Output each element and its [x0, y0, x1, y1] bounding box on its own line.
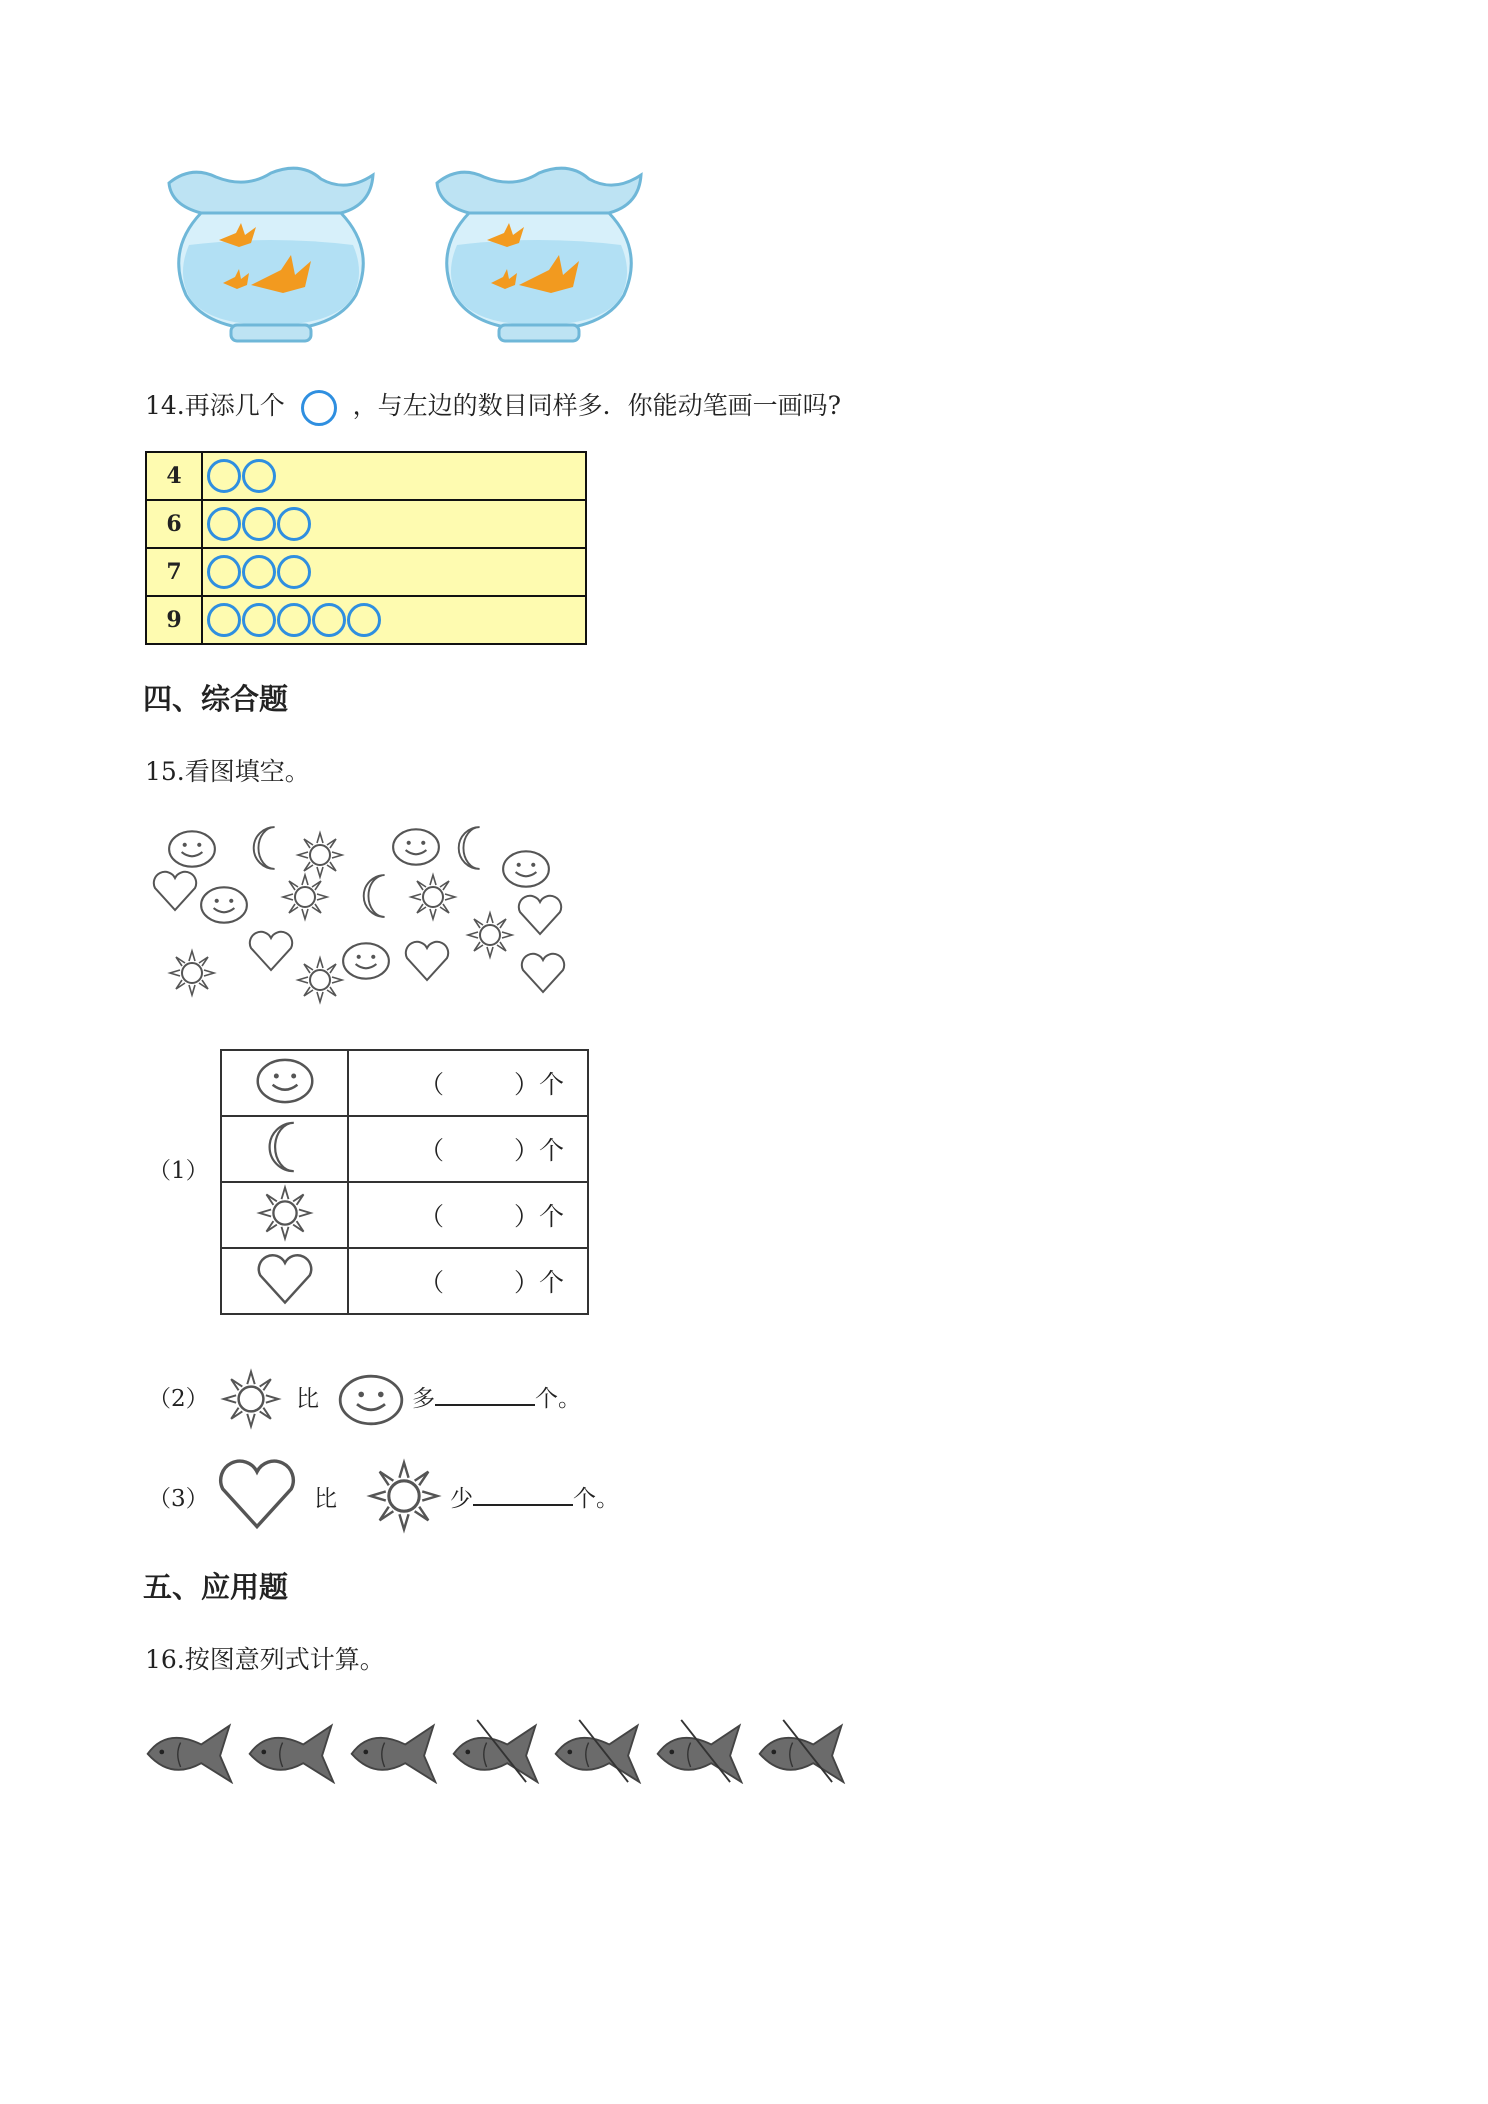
- row-number: 6: [146, 500, 202, 548]
- ring-icon: [207, 459, 241, 493]
- moon-icon: [248, 822, 286, 874]
- heart-icon: [402, 940, 452, 982]
- ring-icon: [207, 507, 241, 541]
- table-row: [221, 1050, 588, 1116]
- count-table: [220, 1049, 589, 1315]
- crossed-fish-icon: [449, 1715, 543, 1787]
- row-number: 4: [146, 452, 202, 500]
- question-15-title: 15.看图填空。: [145, 757, 310, 786]
- part-1-label: （1）: [148, 1158, 209, 1184]
- smile-icon: [340, 940, 392, 982]
- smile-icon: [390, 826, 442, 868]
- close-paren-unit: ）个: [514, 1268, 565, 1297]
- fish-icon: [245, 1715, 339, 1787]
- question-14-suffix: ，与左边的数目同样多．你能动笔画一画吗?: [352, 391, 842, 420]
- shapes-picture: [140, 820, 580, 1010]
- moon-icon: [453, 822, 491, 874]
- moon-icon: [358, 870, 396, 922]
- close-paren-unit: ）个: [514, 1136, 565, 1165]
- answer-cell[interactable]: [348, 1248, 588, 1314]
- icon-cell: [221, 1182, 348, 1248]
- close-paren-unit: ）个: [514, 1070, 565, 1099]
- crossed-fish-icon: [653, 1715, 747, 1787]
- ring-icon: [277, 555, 311, 589]
- section-4-heading: 四、综合题: [143, 682, 289, 716]
- open-paren: （: [419, 1136, 445, 1165]
- smile-icon: [336, 1372, 406, 1428]
- section-5-heading: 五、应用题: [143, 1570, 289, 1604]
- heart-icon: [518, 952, 568, 994]
- ring-icon: [277, 507, 311, 541]
- sun-icon: [280, 872, 330, 922]
- ring-icon: [242, 459, 276, 493]
- answer-cell[interactable]: [348, 1182, 588, 1248]
- sun-icon: [366, 1458, 442, 1534]
- part-3: [148, 1458, 848, 1538]
- compare-word: 比: [296, 1386, 319, 1412]
- ring-icon: [242, 555, 276, 589]
- answer-blank[interactable]: [473, 1482, 573, 1506]
- open-paren: （: [419, 1202, 445, 1231]
- close-paren-unit: ）个: [514, 1202, 565, 1231]
- circle-cell[interactable]: [202, 500, 586, 548]
- circle-cell[interactable]: [202, 548, 586, 596]
- table-row: [146, 500, 586, 548]
- open-paren: （: [419, 1268, 445, 1297]
- row-number: 7: [146, 548, 202, 596]
- smile-icon: [198, 884, 250, 926]
- icon-cell: [221, 1116, 348, 1182]
- moon-icon: [263, 1119, 307, 1175]
- sun-icon: [220, 1368, 282, 1430]
- part-2-label: （2）: [148, 1386, 209, 1412]
- fish-row: [143, 1715, 863, 1795]
- less-word: [450, 1480, 619, 1513]
- sun-icon: [256, 1184, 314, 1242]
- more-text: 多: [412, 1386, 435, 1412]
- crossed-fish-icon: [755, 1715, 849, 1787]
- heart-icon: [254, 1253, 316, 1305]
- heart-icon: [246, 930, 296, 972]
- ring-icon: [242, 507, 276, 541]
- crossed-fish-icon: [551, 1715, 645, 1787]
- sun-icon: [295, 955, 345, 1005]
- heart-icon: [150, 870, 200, 912]
- ring-icon: [242, 603, 276, 637]
- table-row: [146, 596, 586, 644]
- heart-icon: [515, 894, 565, 936]
- ring-icon: [207, 555, 241, 589]
- question-16-title: 16.按图意列式计算。: [145, 1645, 385, 1674]
- sun-icon: [465, 910, 515, 960]
- sun-icon: [167, 948, 217, 998]
- part-2: [148, 1368, 848, 1438]
- circle-cell[interactable]: [202, 452, 586, 500]
- table-row: [146, 548, 586, 596]
- ring-icon: [277, 603, 311, 637]
- icon-cell: [221, 1050, 348, 1116]
- table-row: [221, 1248, 588, 1314]
- fishbowl-image-right: [428, 165, 650, 345]
- answer-blank[interactable]: [435, 1382, 535, 1406]
- ring-icon: [347, 603, 381, 637]
- table-row: [221, 1182, 588, 1248]
- answer-cell[interactable]: [348, 1050, 588, 1116]
- ring-icon: [301, 390, 337, 426]
- ring-icon: [207, 603, 241, 637]
- question-14-prefix: 14.再添几个: [145, 391, 285, 420]
- smile-icon: [500, 848, 552, 890]
- sun-icon: [408, 872, 458, 922]
- circle-cell[interactable]: [202, 596, 586, 644]
- fishbowl-image-left: [160, 165, 382, 345]
- part-3-label: （3）: [148, 1486, 209, 1512]
- heart-icon: [214, 1458, 300, 1530]
- icon-cell: [221, 1248, 348, 1314]
- table-row: [221, 1116, 588, 1182]
- smile-icon: [254, 1056, 316, 1106]
- answer-cell[interactable]: [348, 1116, 588, 1182]
- less-text: 少: [450, 1486, 473, 1512]
- table-row: [146, 452, 586, 500]
- question-14: [145, 386, 841, 426]
- row-number: 9: [146, 596, 202, 644]
- question-14-table: [145, 451, 587, 645]
- compare-word: 比: [314, 1486, 337, 1512]
- unit-text: 个。: [535, 1386, 581, 1412]
- ring-icon: [312, 603, 346, 637]
- more-word: [412, 1380, 581, 1413]
- unit-text: 个。: [573, 1486, 619, 1512]
- fish-icon: [143, 1715, 237, 1787]
- fish-icon: [347, 1715, 441, 1787]
- open-paren: （: [419, 1070, 445, 1099]
- smile-icon: [166, 828, 218, 870]
